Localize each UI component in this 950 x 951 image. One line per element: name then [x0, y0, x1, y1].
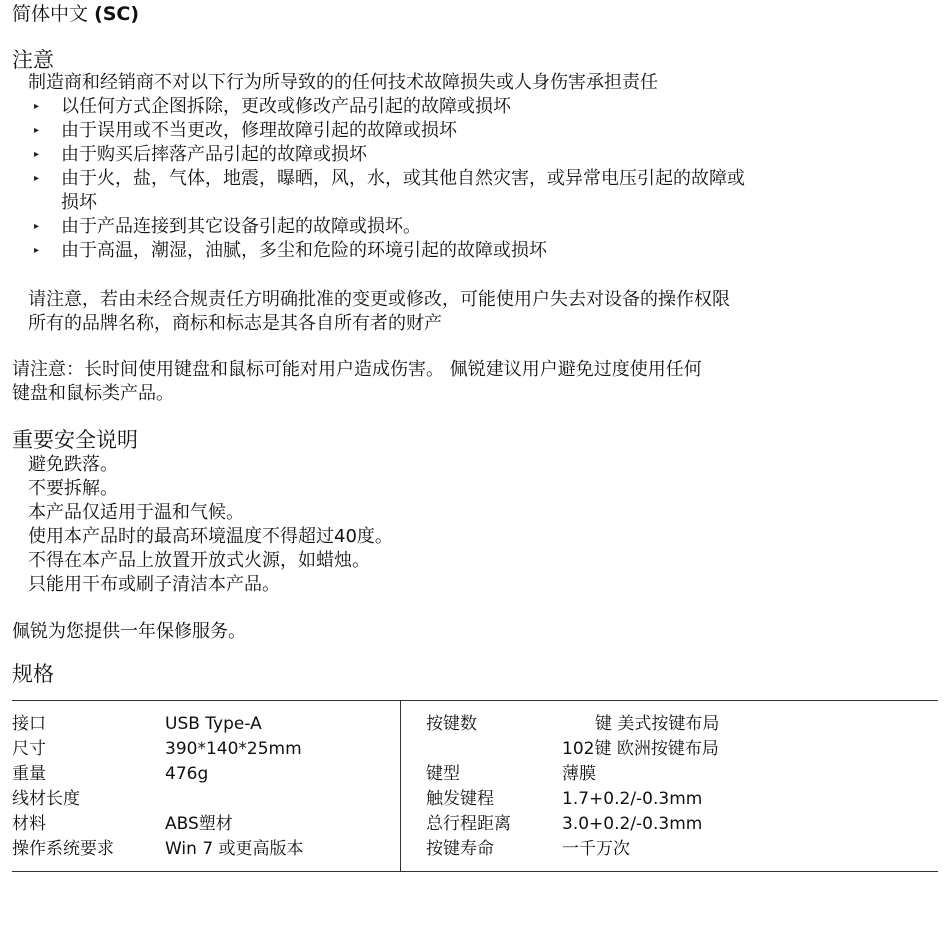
- spec-label: 重量: [12, 764, 46, 784]
- caution-notice-2: 所有的品牌名称，商标和标志是其各自所有者的财产: [28, 313, 442, 334]
- spec-label: 键型: [426, 764, 460, 784]
- caution-bullet-4-cont: 损坏: [61, 192, 97, 213]
- specs-table-column-divider: [400, 700, 401, 872]
- bullet-triangle-icon: ▸: [34, 101, 40, 112]
- language-title: [12, 2, 139, 26]
- caution-bullet-4: 由于火，盐，气体，地震，曝晒，风，水，或其他自然灾害，或异常电压引起的故障或: [61, 168, 745, 189]
- safety-item: 只能用干布或刷子清洁本产品。: [28, 574, 280, 595]
- spec-value: 一千万次: [562, 839, 630, 859]
- spec-value: Win 7 或更高版本: [165, 839, 304, 859]
- spec-label: 按键数: [426, 714, 477, 734]
- spec-label: 总行程距离: [426, 814, 511, 834]
- spec-label: 操作系统要求: [12, 839, 114, 859]
- safety-heading: 重要安全说明: [12, 428, 138, 452]
- spec-label: 接口: [12, 714, 46, 734]
- spec-label: 按键寿命: [426, 839, 494, 859]
- spec-value: 476g: [165, 764, 209, 784]
- safety-item: 使用本产品时的最高环境温度不得超过40度。: [28, 526, 393, 547]
- caution-notice-1: 请注意，若由未经合规责任方明确批准的变更或修改，可能使用户失去对设备的操作权限: [28, 289, 730, 310]
- caution-bullet-3: 由于购买后摔落产品引起的故障或损坏: [61, 144, 367, 165]
- spec-value: 键 美式按键布局: [595, 714, 720, 734]
- caution-heading: 注意: [12, 48, 54, 72]
- spec-label: 材料: [12, 814, 46, 834]
- specs-table-top-rule: [12, 700, 938, 701]
- warranty-text: 佩锐为您提供一年保修服务。: [12, 621, 246, 642]
- language-name: 简体中文: [12, 3, 89, 25]
- caution-bullet-1: 以任何方式企图拆除，更改或修改产品引起的故障或损坏: [61, 96, 511, 117]
- caution-bullet-6: 由于高温，潮湿，油腻，多尘和危险的环境引起的故障或损坏: [61, 240, 547, 261]
- safety-item: 不要拆解。: [28, 478, 118, 499]
- spec-label: 线材长度: [12, 789, 80, 809]
- safety-item: 本产品仅适用于温和气候。: [28, 502, 244, 523]
- caution-bullet-2: 由于误用或不当更改，修理故障引起的故障或损坏: [61, 120, 457, 141]
- safety-item: 不得在本产品上放置开放式火源，如蜡烛。: [28, 550, 370, 571]
- specs-heading: 规格: [12, 662, 54, 686]
- caution-bullet-5: 由于产品连接到其它设备引起的故障或损坏。: [61, 216, 421, 237]
- bullet-triangle-icon: ▸: [34, 245, 40, 256]
- language-code: (SC): [94, 3, 140, 25]
- spec-value: 薄膜: [562, 764, 596, 784]
- spec-value: USB Type-A: [165, 714, 262, 734]
- caution-intro: 制造商和经销商不对以下行为所导致的的任何技术故障损失或人身伤害承担责任: [28, 72, 658, 93]
- specs-table-bottom-rule: [12, 871, 938, 872]
- spec-label: 触发键程: [426, 789, 494, 809]
- health-notice-line-2: 键盘和鼠标类产品。: [12, 383, 174, 404]
- bullet-triangle-icon: ▸: [34, 173, 40, 184]
- spec-value: 1.7+0.2/-0.3mm: [562, 789, 703, 809]
- bullet-triangle-icon: ▸: [34, 149, 40, 160]
- spec-value: ABS塑材: [165, 814, 233, 834]
- bullet-triangle-icon: ▸: [34, 221, 40, 232]
- spec-value: 102键 欧洲按键布局: [562, 739, 719, 759]
- spec-value: 3.0+0.2/-0.3mm: [562, 814, 703, 834]
- bullet-triangle-icon: ▸: [34, 125, 40, 136]
- safety-item: 避免跌落。: [28, 454, 118, 475]
- spec-label: 尺寸: [12, 739, 46, 759]
- spec-value: 390*140*25mm: [165, 739, 302, 759]
- health-notice-line-1: 请注意：长时间使用键盘和鼠标可能对用户造成伤害。 佩锐建议用户避免过度使用任何: [12, 359, 702, 380]
